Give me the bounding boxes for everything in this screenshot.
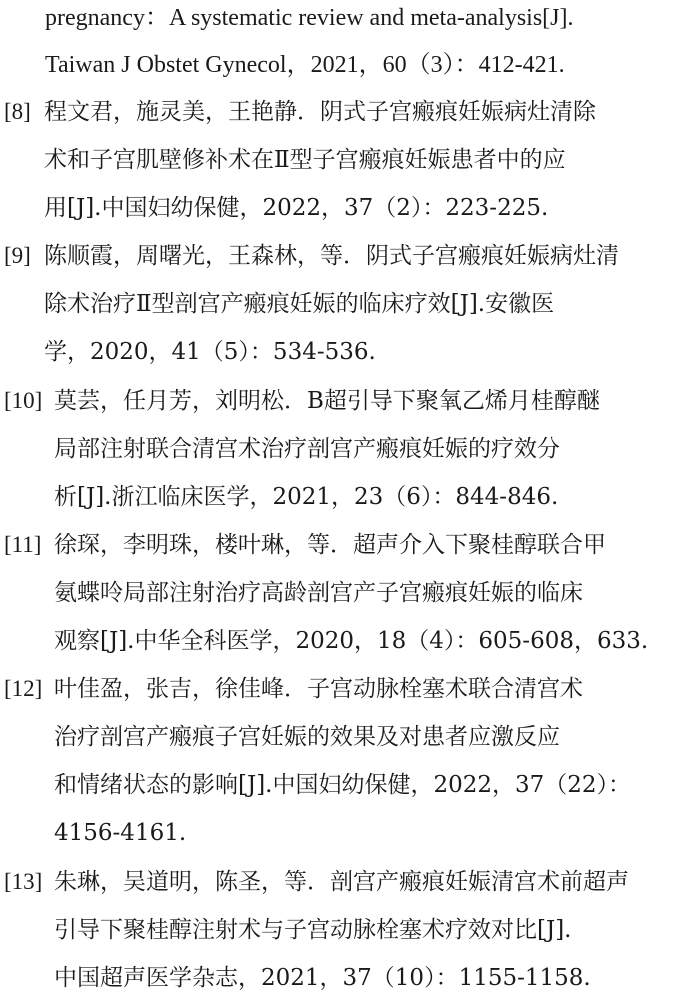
reference-text-line: 氨蝶呤局部注射治疗高龄剖宫产子宫瘢痕妊娠的临床 — [54, 580, 583, 606]
reference-text-line: 4156-4161. — [54, 820, 187, 846]
reference-number: [9] — [4, 243, 31, 268]
reference-text-line: 陈顺霞，周曙光，王森林，等．阴式子宫瘢痕妊娠病灶清 — [44, 243, 619, 269]
reference-text-line: 徐琛，李明珠，楼叶琳，等．超声介入下聚桂醇联合甲 — [54, 532, 606, 558]
reference-text-line: Taiwan J Obstet Gynecol，2021，60（3）：412-421. — [45, 52, 565, 78]
reference-text-line: 除术治疗Ⅱ型剖宫产瘢痕妊娠的临床疗效[J].安徽医 — [44, 291, 555, 317]
reference-text-line: 叶佳盈，张吉，徐佳峰．子宫动脉栓塞术联合清宫术 — [54, 676, 583, 702]
reference-text-line: pregnancy：A systematic review and meta-analysis[J]. — [45, 5, 574, 31]
reference-text-line: 析[J].浙江临床医学，2021，23（6）：844-846. — [54, 484, 559, 510]
reference-text-line: 朱琳，吴道明，陈圣，等．剖宫产瘢痕妊娠清宫术前超声 — [54, 869, 629, 895]
reference-text-line: 用[J].中国妇幼保健，2022，37（2）：223-225. — [44, 195, 549, 221]
reference-text-line: 程文君，施灵美，王艳静．阴式子宫瘢痕妊娠病灶清除 — [44, 99, 596, 125]
reference-text-line: 莫芸，任月芳，刘明松．B超引导下聚氧乙烯月桂醇醚 — [54, 388, 600, 414]
reference-text-line: 术和子宫肌壁修补术在Ⅱ型子宫瘢痕妊娠患者中的应 — [44, 147, 566, 173]
reference-text-line: 和情绪状态的影响[J].中国妇幼保健，2022，37（22）： — [54, 772, 632, 798]
reference-text-line: 治疗剖宫产瘢痕子宫妊娠的效果及对患者应激反应 — [54, 724, 560, 750]
reference-text-line: 学，2020，41（5）：534-536. — [44, 339, 376, 365]
reference-text-line: 中国超声医学杂志，2021，37（10）：1155-1158. — [54, 965, 591, 991]
reference-text-line: 局部注射联合清宫术治疗剖宫产瘢痕妊娠的疗效分 — [54, 436, 560, 462]
reference-number: [11] — [4, 532, 42, 557]
reference-number: [8] — [4, 99, 31, 124]
reference-number: [13] — [4, 869, 43, 894]
reference-number: [12] — [4, 676, 43, 701]
reference-text-line: 引导下聚桂醇注射术与子宫动脉栓塞术疗效对比[J]. — [54, 917, 572, 943]
reference-number: [10] — [4, 388, 43, 413]
reference-text-line: 观察[J].中华全科医学，2020，18（4）：605-608，633. — [54, 628, 649, 654]
